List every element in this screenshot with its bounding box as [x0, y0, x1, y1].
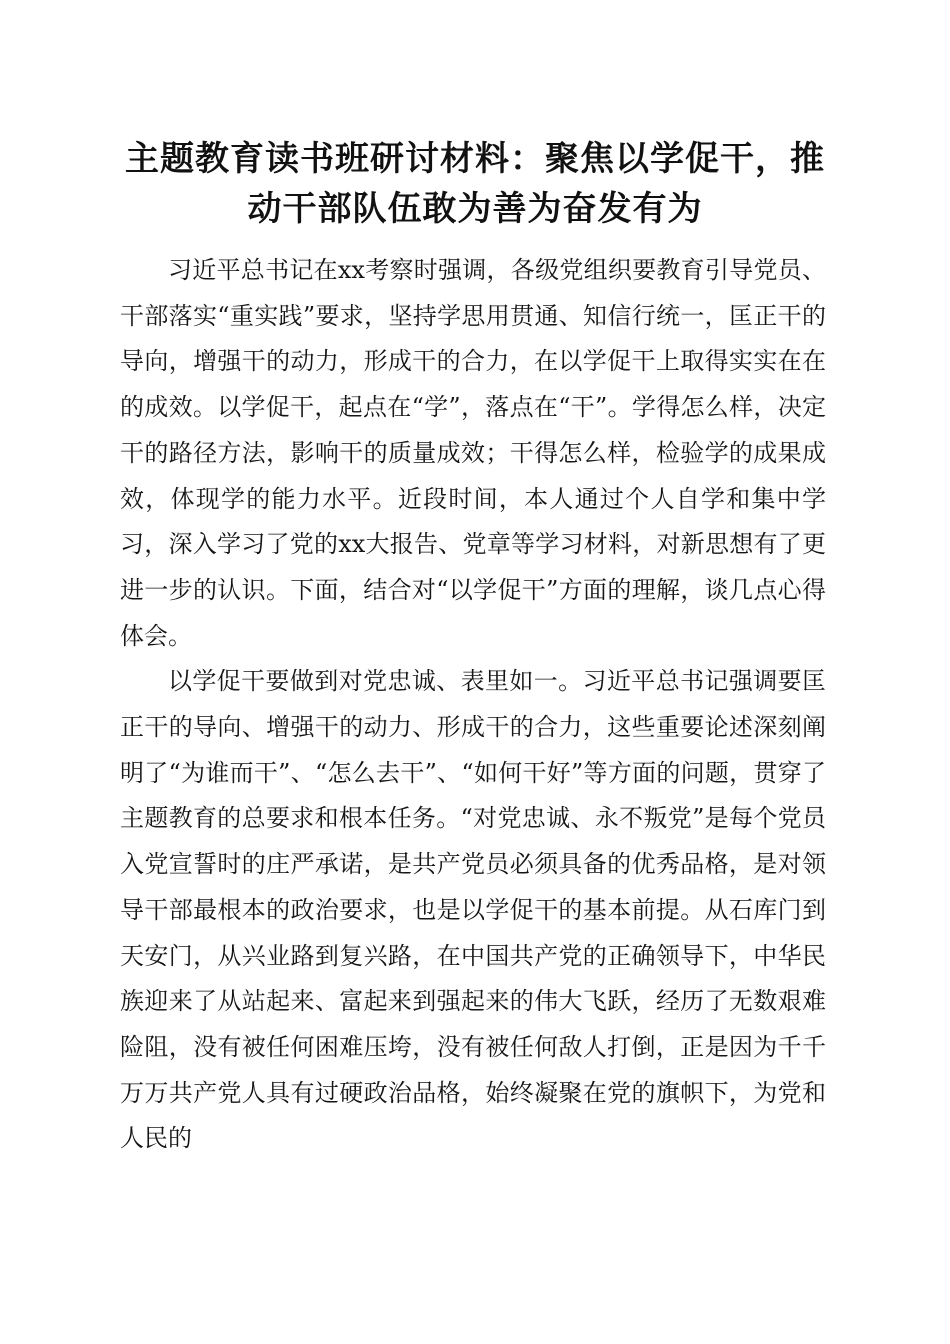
document-body	[120, 248, 826, 1162]
body-paragraph-2: 以学促干要做到对党忠诚、表里如一。习近平总书记强调要匡正干的导向、增强干的动力、形成干的合力，这些重要论述深刻阐明了“为谁而干”、“怎么去干”、“如何干好”等方面的问题，贯穿了主题教育的总要求和根本任务。“对党忠诚、永不叛党”是每个党员入党宣誓时的庄严承诺，是共产党员必须具备的优秀品格，是对领导干部最根本的政治要求，也是以学促干的基本前提。从石库门到天安门，从兴业路到复兴路，在中国共产党的正确领导下，中华民族迎来了从站起来、富起来到强起来的伟大飞跃，经历了无数艰难险阻，没有被任何困难压垮，没有被任何敌人打倒，正是因为千千万万共产党人具有过硬政治品格，始终凝聚在党的旗帜下，为党和人民的	[120, 667, 826, 1153]
document-title	[118, 134, 832, 234]
title-line-2: 动干部队伍敢为善为奋发有为	[247, 189, 703, 229]
body-paragraph-1: 习近平总书记在xx考察时强调，各级党组织要教育引导党员、干部落实“重实践”要求，坚持学思用贯通、知信行统一，匡正干的导向，增强干的动力，形成干的合力，在以学促干上取得实实在在的成效。以学促干，起点在“学”，落点在“干”。学得怎么样，决定干的路径方法，影响干的质量成效；干得怎么样，检验学的成果成效，体现学的能力水平。近段时间，本人通过个人自学和集中学习，深入学习了党的xx大报告、党章等学习材料，对新思想有了更进一步的认识。下面，结合对“以学促干”方面的理解，谈几点心得体会。	[120, 256, 826, 650]
title-line-1: 主题教育读书班研讨材料：聚焦以学促干，推	[125, 139, 825, 179]
